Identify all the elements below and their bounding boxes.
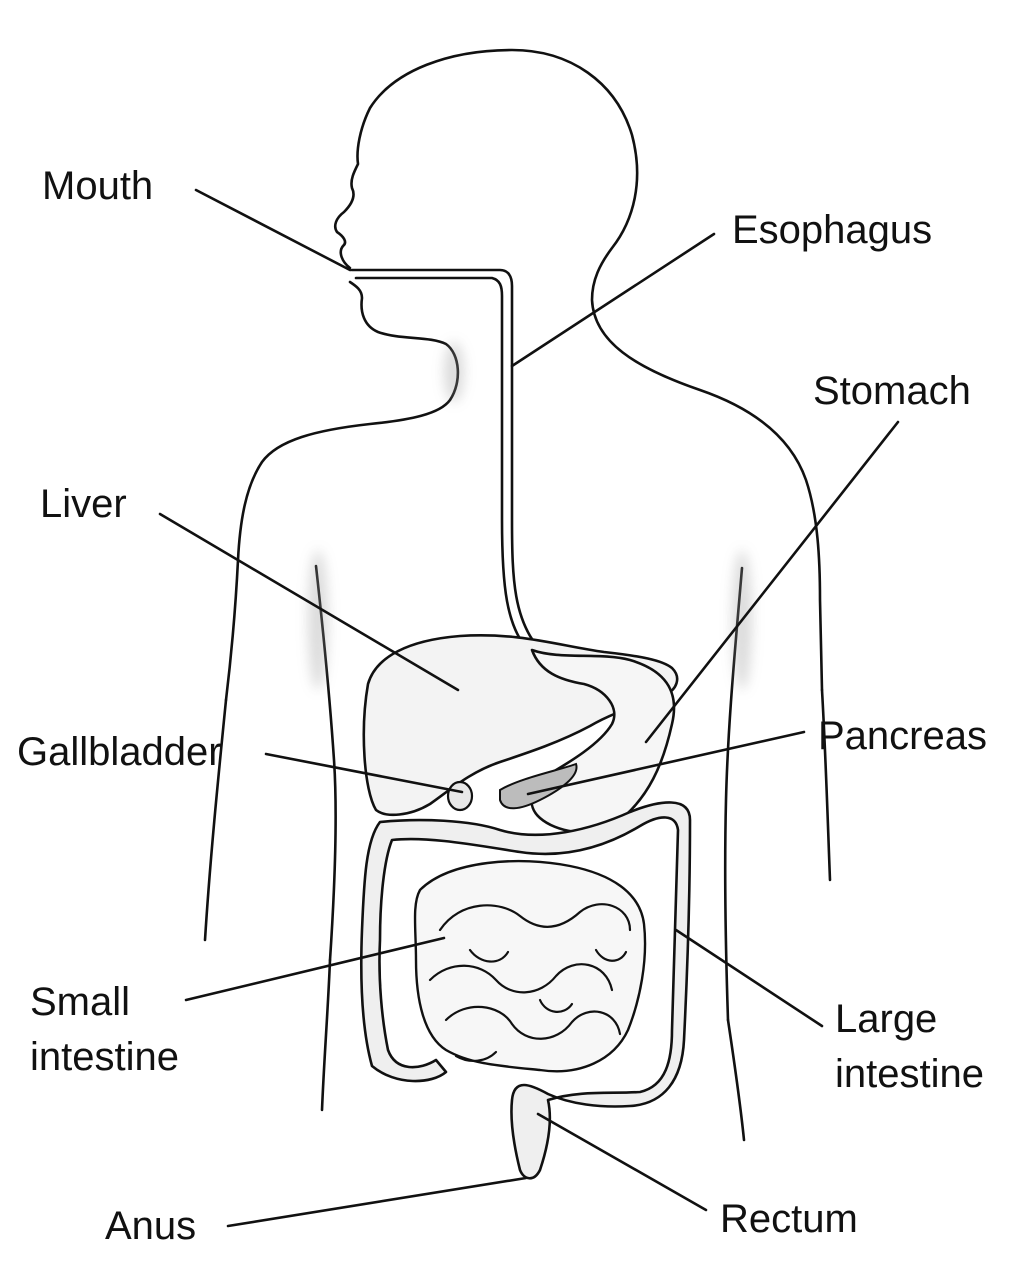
- label-small-intestine: [30, 975, 179, 1085]
- leader-liver: [160, 514, 458, 690]
- label-small-intestine-line2: intestine: [30, 1035, 179, 1079]
- leader-small-intestine: [186, 938, 444, 1000]
- label-rectum: Rectum: [720, 1197, 858, 1241]
- leader-large-intestine: [676, 930, 822, 1026]
- label-pancreas: Pancreas: [818, 714, 987, 758]
- label-mouth: Mouth: [42, 164, 154, 208]
- label-liver: Liver: [40, 482, 127, 526]
- leader-mouth: [196, 190, 350, 270]
- leader-stomach: [646, 422, 898, 742]
- body-outline-left: [226, 282, 458, 700]
- label-esophagus: Esophagus: [732, 208, 933, 252]
- label-small-intestine-line1: Small: [30, 980, 131, 1024]
- small-intestine-shape: [415, 861, 645, 1071]
- label-gallbladder: Gallbladder: [17, 730, 222, 774]
- right-waist: [728, 1020, 744, 1140]
- label-large-intestine-line2: intestine: [835, 1052, 984, 1096]
- label-anus: Anus: [105, 1204, 197, 1248]
- label-stomach: Stomach: [813, 369, 971, 413]
- mouth-tract: [352, 270, 540, 650]
- left-waist: [322, 960, 330, 1110]
- leader-esophagus: [512, 234, 714, 366]
- leader-anus: [228, 1178, 526, 1226]
- label-large-intestine-line1: Large: [835, 997, 938, 1041]
- label-large-intestine: [835, 992, 984, 1102]
- leader-rectum: [538, 1114, 706, 1210]
- gallbladder-shape: [448, 782, 472, 810]
